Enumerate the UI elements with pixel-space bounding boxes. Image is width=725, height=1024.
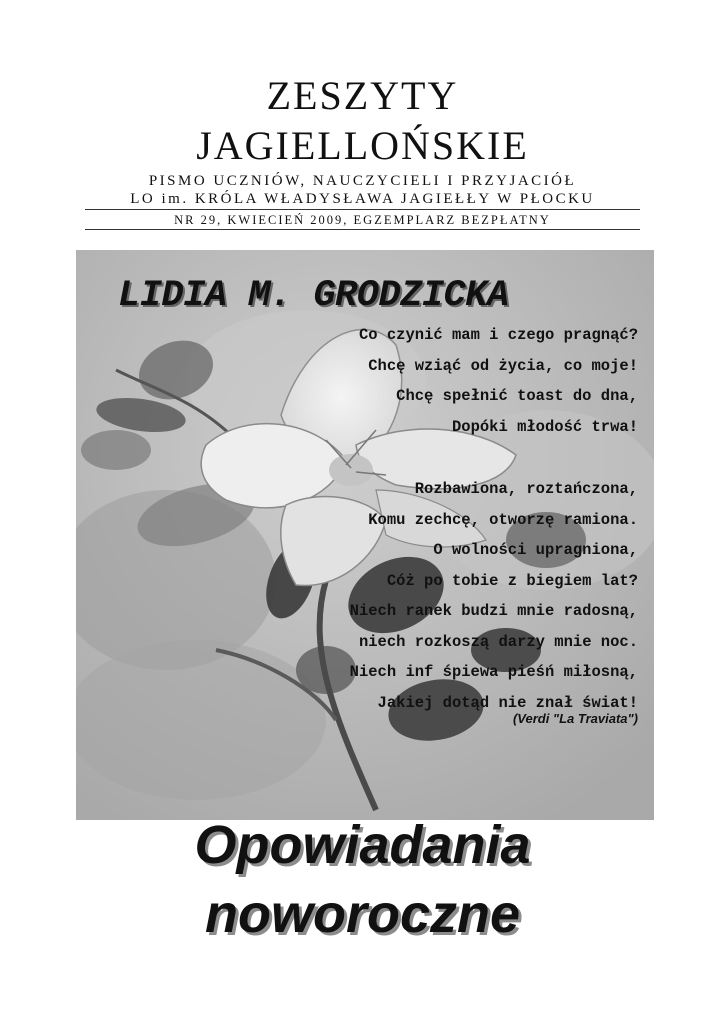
poem [218, 320, 638, 718]
poem-line: Chcę spełnić toast do dna, [396, 387, 638, 405]
poem-line: Rozbawiona, roztańczona, [414, 480, 638, 498]
magazine-title-line2: JAGIELLOŃSKIE [196, 123, 529, 168]
magazine-title-line1: ZESZYTY [266, 73, 459, 118]
poem-line: Dopóki młodość trwa! [451, 417, 638, 436]
school-name: LO im. KRÓLA WŁADYSŁAWA JAGIEŁŁY W PŁOCKU [130, 191, 595, 207]
poem-line: O wolności upragniona, [433, 541, 638, 559]
poem-line: Niech ranek budzi mnie radosną, [349, 602, 638, 620]
cover-illustration [76, 250, 654, 820]
stanza-break [218, 442, 638, 474]
poem-line: Chcę wziąć od życia, co moje! [368, 356, 638, 375]
poem-line: Komu zechcę, otworzę ramiona. [368, 510, 638, 529]
headline-line2: noworoczne [204, 884, 520, 944]
headline-line1: Opowiadania [194, 815, 531, 875]
magazine-subtitle: PISMO UCZNIÓW, NAUCZYCIELI I PRZYJACIÓŁ [148, 173, 577, 189]
poem-line: Jakiej dotąd nie znał świat! [377, 693, 638, 712]
issue-info: NR 29, KWIECIEŃ 2009, EGZEMPLARZ BEZPŁATNY [174, 213, 551, 227]
poem-line: niech rozkoszą darzy mnie noc. [358, 632, 638, 651]
divider-top [85, 209, 640, 210]
author-name: LIDIA M. GRODZICKA [118, 275, 509, 317]
poem-line: Co czynić mam i czego pragnąć? [358, 326, 638, 344]
poem-line: Niech inf śpiewa pieśń miłosną, [349, 663, 638, 681]
poem-line: Cóż po tobie z biegiem lat? [386, 571, 638, 590]
divider-bottom [85, 229, 640, 230]
poem-attribution: (Verdi "La Traviata") [512, 711, 638, 726]
